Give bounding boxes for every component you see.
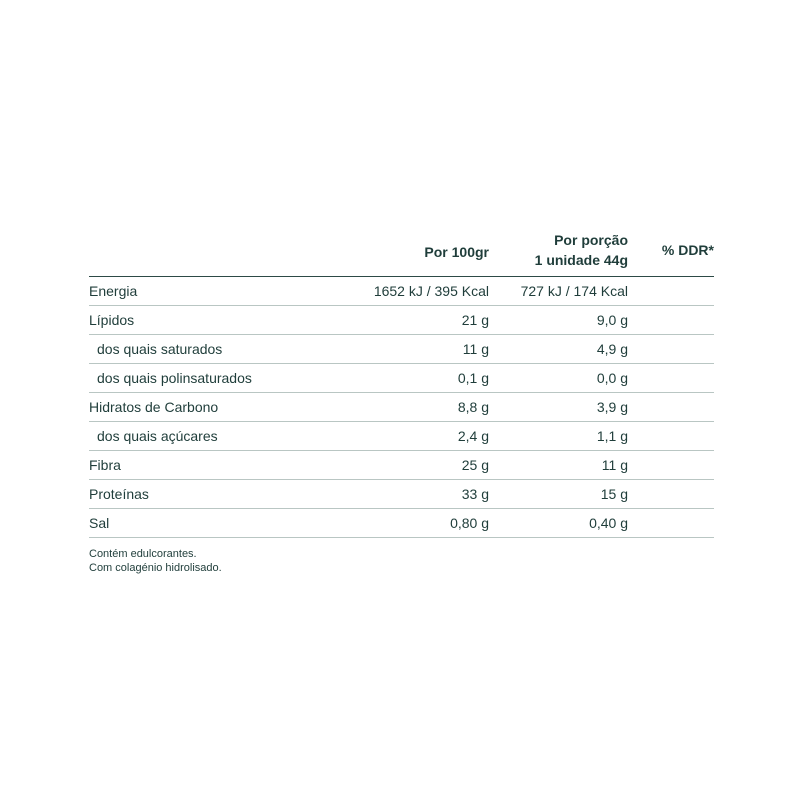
row-label: Proteínas xyxy=(89,486,149,502)
table-row xyxy=(89,480,714,509)
value-per-100g: 11 g xyxy=(462,341,489,357)
row-label: Sal xyxy=(89,515,110,531)
value-per-portion: 727 kJ / 174 Kcal xyxy=(520,283,628,299)
table-row xyxy=(89,277,714,306)
value-per-portion: 9,0 g xyxy=(596,312,628,328)
value-per-100g: 0,1 g xyxy=(457,370,489,386)
value-per-100g: 33 g xyxy=(461,486,489,502)
column-header-per-portion-line2: 1 unidade 44g xyxy=(534,252,628,268)
value-per-100g: 25 g xyxy=(461,457,489,473)
table-row xyxy=(89,509,714,538)
nutrition-table xyxy=(89,228,714,575)
table-row xyxy=(89,335,714,364)
column-header-per-portion-line1: Por porção xyxy=(554,232,628,248)
value-per-100g: 21 g xyxy=(461,312,489,328)
footnotes xyxy=(89,547,714,575)
table-row xyxy=(89,393,714,422)
value-per-100g: 1652 kJ / 395 Kcal xyxy=(373,283,489,299)
row-label: dos quais açúcares xyxy=(97,428,218,444)
table-header xyxy=(89,228,714,277)
value-per-portion: 11 g xyxy=(601,457,628,473)
value-per-100g: 8,8 g xyxy=(457,399,489,415)
column-header-per-portion xyxy=(535,230,628,270)
value-per-portion: 15 g xyxy=(600,486,628,502)
footnote-collagen: Com colagénio hidrolisado. xyxy=(89,562,222,574)
row-label: Energia xyxy=(89,283,138,299)
column-header-ddr: % DDR* xyxy=(661,242,714,258)
row-label: Lípidos xyxy=(89,312,135,328)
row-label: dos quais polinsaturados xyxy=(97,370,252,386)
value-per-portion: 0,0 g xyxy=(596,370,628,386)
row-label: Hidratos de Carbono xyxy=(89,399,219,415)
table-row xyxy=(89,364,714,393)
row-label: Fibra xyxy=(89,457,121,473)
value-per-100g: 0,80 g xyxy=(450,515,489,531)
table-row xyxy=(89,422,714,451)
value-per-portion: 4,9 g xyxy=(596,341,628,357)
value-per-100g: 2,4 g xyxy=(457,428,489,444)
footnote-sweeteners: Contém edulcorantes. xyxy=(89,548,197,560)
table-row xyxy=(89,306,714,335)
column-header-per-100g: Por 100gr xyxy=(424,244,489,260)
table-row xyxy=(89,451,714,480)
row-label: dos quais saturados xyxy=(97,341,223,357)
value-per-portion: 3,9 g xyxy=(596,399,628,415)
value-per-portion: 0,40 g xyxy=(589,515,628,531)
value-per-portion: 1,1 g xyxy=(596,428,628,444)
